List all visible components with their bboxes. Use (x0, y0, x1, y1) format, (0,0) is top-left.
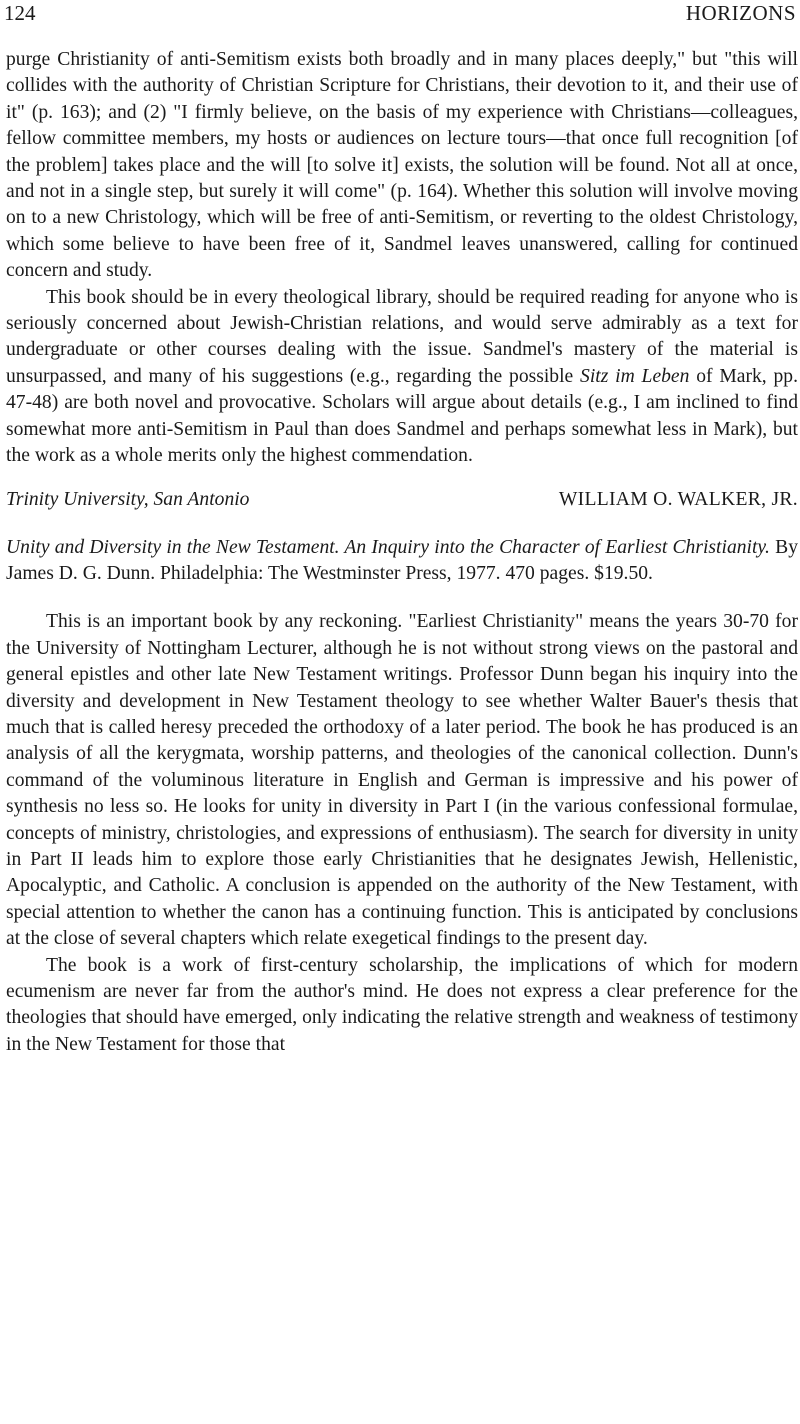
review1-signature (6, 486, 798, 513)
running-title: HORIZONS (685, 1, 796, 25)
review2-paragraph-2: The book is a work of first-century scholarship, the implications of which for modern ecumenism are never far from the author's mind. He does not express a clear preference for the theologies that should have emerged, only indicating the relative strength and weakness of testimony in the New Testament for those that (6, 954, 798, 1055)
review2-bibliographic-entry (6, 535, 798, 588)
review1-paragraph-2-text-a: This book should be in every theological library, should be required reading for anyone who is seriously concerned about Jewish-Christian relations, and would serve admirably as a text for undergraduate or other courses dealing with the issue. Sandmel's mastery of the material is unsurpassed, and many of his suggestions (e.g., regarding the possible (6, 286, 798, 387)
review1-paragraph-2-italic: Sitz im Leben (580, 365, 690, 387)
book-title: Unity and Diversity in the New Testament. An Inquiry into the Character of Earliest Christianity. (6, 536, 770, 558)
reviewer-name: WILLIAM O. WALKER, JR. (558, 488, 798, 510)
review1-paragraph-2 (6, 285, 798, 470)
reviewer-affiliation: Trinity University, San Antonio (6, 488, 250, 510)
page-number: 124 (4, 1, 36, 25)
page-body (6, 47, 798, 1058)
review1-paragraph-1: purge Christianity of anti-Semitism exists both broadly and in many places deeply," but "this will collides with the authority of Christian Scripture for Christians, their devotion to it, and their use of it" (p. 163); and (2) "I firmly believe, on the basis of my experience with Christians—colleagues, fellow committee members, my hosts or audiences on lecture tours—that once full recognition [of the problem] takes place and the will [to solve it] exists, the solution will be found. Not all at once, and not in a single step, but surely it will come" (p. 164). Whether this solution will involve moving on to a new Christology, which will be free of anti-Semitism, or reverting to the oldest Christology, which some believe to have been free of it, Sandmel leaves unanswered, calling for continued concern and study. (6, 49, 798, 282)
page-header (4, 0, 796, 30)
review1-paragraph-2-text-b: of Mark, pp. 47-48) are both novel and provocative. Scholars will argue about details (e.g., I am inclined to find somewhat more anti-Semitism in Paul than does Sandmel and perhaps somewhat less in Mark), but the work as a whole merits only the highest commendation. (6, 365, 798, 467)
review2-paragraph-1: This is an important book by any reckoning. "Earliest Christianity" means the years 30-70 for the University of Nottingham Lecturer, although he is not without strong views on the pastoral and general epistles and other late New Testament writings. Professor Dunn began his inquiry into the diversity and development in New Testament theology to see whether Walter Bauer's thesis that much that is called heresy preceded the orthodoxy of a later period. The book he has produced is an analysis of all the kerygmata, worship patterns, and theologies of the canonical collection. Dunn's command of the voluminous literature in English and German is impressive and his power of synthesis no less so. He looks for unity in diversity in Part I (in the various confessional formulae, concepts of ministry, christologies, and expressions of enthusiasm). The search for diversity in unity in Part II leads him to explore those early Christianities that he designates Jewish, Hellenistic, Apocalyptic, and Catholic. A conclusion is appended on the authority of the New Testament, with special attention to whether the canon has a continuing function. This is anticipated by conclusions at the close of several chapters which relate exegetical findings to the present day. (6, 611, 798, 950)
book-details: By James D. G. Dunn. Philadelphia: The Westminster Press, 1977. 470 pages. $19.50. (6, 536, 798, 584)
